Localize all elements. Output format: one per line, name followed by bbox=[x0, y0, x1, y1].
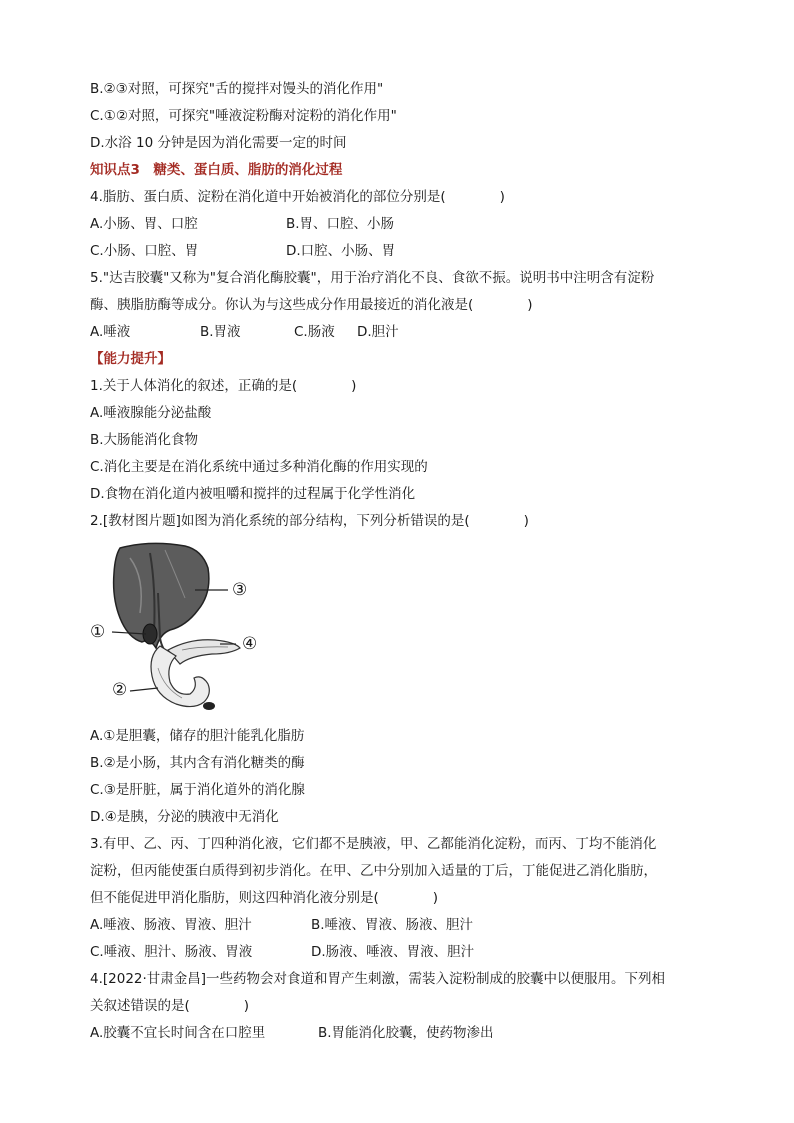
a3-stem-line1: 3.有甲、乙、丙、丁四种消化液，它们都不是胰液，甲、乙都能消化淀粉，而丙、丁均不能消化 bbox=[90, 836, 657, 852]
q5-option-d: D.胆汁 bbox=[357, 324, 399, 340]
a1-option-c: C.消化主要是在消化系统中通过多种消化酶的作用实现的 bbox=[90, 459, 428, 475]
section-title-knowledge-3: 知识点3 糖类、蛋白质、脂肪的消化过程 bbox=[90, 162, 343, 178]
q5-stem-line2: 酶、胰脂肪酶等成分。你认为与这些成分作用最接近的消化液是( ) bbox=[90, 297, 533, 313]
q5-option-c: C.肠液 bbox=[294, 324, 335, 340]
figure-label-4: ④ bbox=[242, 634, 258, 654]
a1-option-a: A.唾液腺能分泌盐酸 bbox=[90, 405, 212, 421]
a3-option-a: A.唾液、肠液、胃液、胆汁 bbox=[90, 917, 252, 933]
a4-option-b: B.胃能消化胶囊，使药物渗出 bbox=[318, 1025, 494, 1041]
q5-option-a: A.唾液 bbox=[90, 324, 131, 340]
a1-option-d: D.食物在消化道内被咀嚼和搅拌的过程属于化学性消化 bbox=[90, 486, 416, 502]
q3-option-d: D.水浴 10 分钟是因为消化需要一定的时间 bbox=[90, 135, 347, 151]
a3-option-b: B.唾液、胃液、肠液、胆汁 bbox=[311, 917, 474, 933]
a3-option-c: C.唾液、胆汁、肠液、胃液 bbox=[90, 944, 253, 960]
q5-stem-line1: 5."达吉胶囊"又称为"复合消化酶胶囊"，用于治疗消化不良、食欲不振。说明书中注明含有淀粉 bbox=[90, 270, 655, 286]
a1-option-b: B.大肠能消化食物 bbox=[90, 432, 199, 448]
a2-option-c: C.③是肝脏，属于消化道外的消化腺 bbox=[90, 782, 305, 798]
q5-option-b: B.胃液 bbox=[200, 324, 241, 340]
figure-label-1: ① bbox=[90, 622, 106, 642]
a2-option-b: B.②是小肠，其内含有消化糖类的酶 bbox=[90, 755, 305, 771]
q3-option-c: C.①②对照，可探究"唾液淀粉酶对淀粉的消化作用" bbox=[90, 108, 397, 124]
a4-stem-line2: 关叙述错误的是( ) bbox=[90, 998, 250, 1014]
a1-stem: 1.关于人体消化的叙述，正确的是( ) bbox=[90, 378, 357, 394]
a4-option-a: A.胶囊不宜长时间含在口腔里 bbox=[90, 1025, 266, 1041]
a3-stem-line3: 但不能促进甲消化脂肪，则这四种消化液分别是( ) bbox=[90, 890, 439, 906]
a2-option-d: D.④是胰，分泌的胰液中无消化 bbox=[90, 809, 279, 825]
a4-stem-line1: 4.[2022·甘肃金昌]一些药物会对食道和胃产生刺激，需装入淀粉制成的胶囊中以便服用。下列相 bbox=[90, 971, 666, 987]
q4-option-b: B.胃、口腔、小肠 bbox=[286, 216, 395, 232]
q4-option-c: C.小肠、口腔、胃 bbox=[90, 243, 199, 259]
a2-option-a: A.①是胆囊，储存的胆汁能乳化脂肪 bbox=[90, 728, 305, 744]
section-title-ability: 【能力提升】 bbox=[90, 351, 171, 367]
figure-label-3: ③ bbox=[232, 580, 248, 600]
figure-label-2: ② bbox=[112, 680, 128, 700]
a3-stem-line2: 淀粉，但丙能使蛋白质得到初步消化。在甲、乙中分别加入适量的丁后，丁能促进乙消化脂肪， bbox=[90, 863, 657, 879]
q4-option-a: A.小肠、胃、口腔 bbox=[90, 216, 198, 232]
a3-option-d: D.肠液、唾液、胃液、胆汁 bbox=[311, 944, 475, 960]
digestive-system-figure bbox=[90, 538, 270, 718]
q3-option-b: B.②③对照，可探究"舌的搅拌对馒头的消化作用" bbox=[90, 81, 384, 97]
q4-option-d: D.口腔、小肠、胃 bbox=[286, 243, 396, 259]
q4-stem: 4.脂肪、蛋白质、淀粉在消化道中开始被消化的部位分别是( ) bbox=[90, 189, 505, 205]
a2-stem: 2.[教材图片题]如图为消化系统的部分结构，下列分析错误的是( ) bbox=[90, 513, 529, 529]
